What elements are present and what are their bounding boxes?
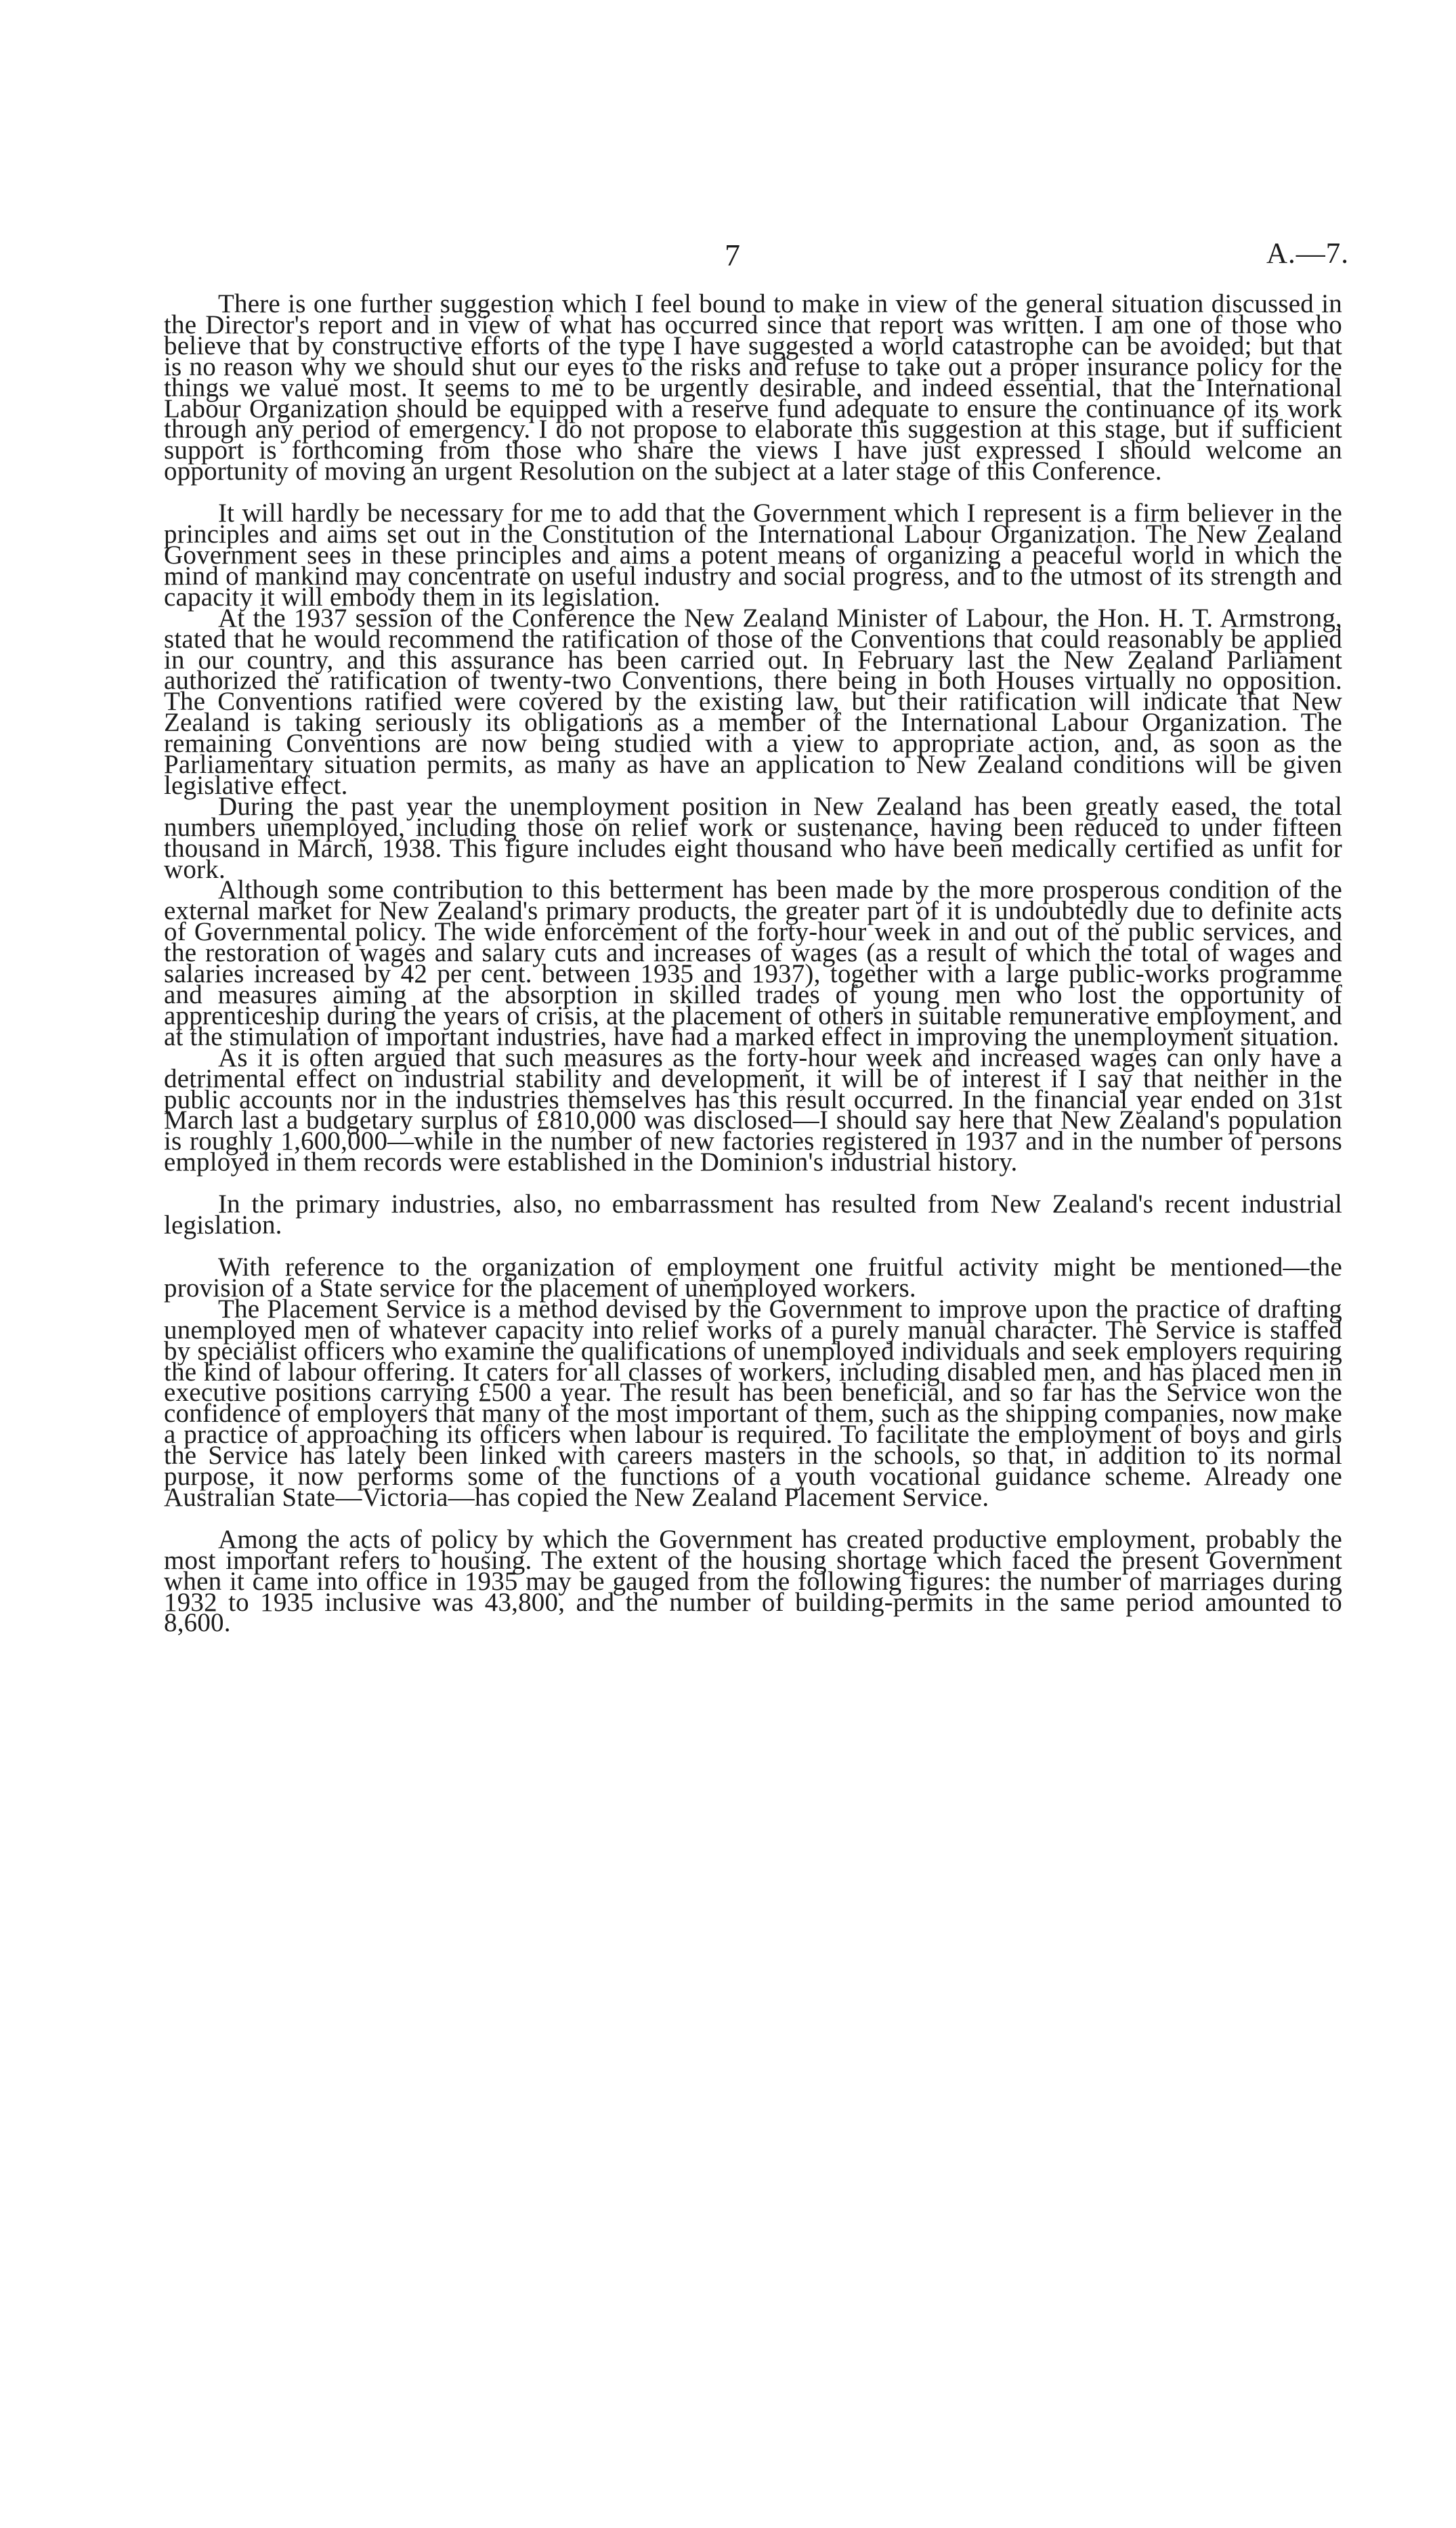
page-number: 7: [725, 238, 740, 272]
paragraph-insurance-reserve-fund: There is one further suggestion which I feel bound to make in view of the general situation discussed in the Director's report and in view of what has occurred since that report was written. I am one of those who believe that by constructive efforts of the type I have suggested a world catastrophe can be avoided; but that is no reason why we should shut our eyes to the risks and refuse to take out a proper insurance policy for the things we value most. It seems to me to be urgently desirable, and indeed essential, that the International Labour Organization should be equipped with a reserve fund adequate to ensure the continuance of its work through any period of emergency. I do not propose to elaborate this suggestion at this stage, but if sufficient support is forthcoming from those who share the views I have just expressed I should welcome an opportunity of moving an urgent Resolution on the subject at a later stage of this Conference.: [164, 289, 1342, 486]
paragraph-forty-hour-week: As it is often argued that such measures as the forty-hour week and increased wages can only have a detrimental effect on industrial stability and development, it will be of interest if I say that neither in the public accounts nor in the industries themselves has this result occurred. In the financial year ended on 31st March last a budgetary surplus of £810,000 was disclosed—I should say here that New Zealand's population is roughly 1,600,000—while in the number of new factories registered in 1937 and in the number of persons employed in them records were established in the Dominion's industrial history.: [164, 1042, 1342, 1177]
body-text: [164, 289, 1342, 1638]
page-header: [0, 237, 1456, 285]
paragraph-conventions-ratification: At the 1937 session of the Conference the New Zealand Minister of Labour, the Hon. H. T. Armstrong, stated that he would recommend the ratification of those of the Conventions that could reasonably be applied in our country, and this assurance has been carried out. In February last the New Zealand Parliament authorized the ratification of twenty-two Conventions, there being in both Houses virtually no opposition. The Conventions ratified were covered by the existing law, but their ratification will indicate that New Zealand is taking seriously its obligations as a member of the International Labour Organization. The remaining Conventions are now being studied with a view to appropriate action, and, as soon as the Parliamentary situation permits, as many as have an application to New Zealand conditions will be given legislative effect.: [164, 603, 1342, 800]
paragraph-organization-of-employment: With reference to the organization of employment one fruitful activity might be mentioned—the provision of a State service for the placement of unemployed workers.: [164, 1252, 1342, 1303]
document-reference: A.—7.: [1266, 238, 1349, 270]
paragraph-housing: Among the acts of policy by which the Government has created productive employment, probably the most important refers to housing. The extent of the housing shortage which faced the present Government when it came into office in 1935 may be gauged from the following figures: the number of marriages during 1932 to 1935 inclusive was 43,800, and the number of building-permits in the same period amounted to 8,600.: [164, 1524, 1342, 1638]
paragraph-placement-service: The Placement Service is a method devised by the Government to improve upon the practice of drafting unemployed men of whatever capacity into relief works of a purely manual character. The Service is staffed by specialist officers who examine the qualifications of unemployed individuals and seek employers requiring the kind of labour offering. It caters for all classes of workers, including disabled men, and has placed men in executive positions carrying £500 a year. The result has been beneficial, and so far has the Service won the confidence of employers that many of the most important of them, such as the shipping companies, now make a practice of approaching its officers when labour is required. To facilitate the employment of boys and girls the Service has lately been linked with careers masters in the schools, so that, in addition to its normal purpose, it now performs some of the functions of a youth vocational guidance scheme. Already one Australian State—Victoria—has copied the New Zealand Placement Service.: [164, 1294, 1342, 1512]
paragraph-unemployment-position: During the past year the unemployment position in New Zealand has been greatly eased, the total numbers unemployed, including those on relief work or sustenance, having been reduced to under fifteen thousand in March, 1938. This figure includes eight thousand who have been medically certified as unfit for work.: [164, 791, 1342, 884]
paragraph-primary-industries: In the primary industries, also, no embarrassment has resulted from New Zealand's recent industrial legislation.: [164, 1189, 1342, 1240]
paragraph-governmental-policy: Although some contribution to this betterment has been made by the more prosperous condition of the external market for New Zealand's primary products, the greater part of it is undoubtedly due to definite acts of Governmental policy. The wide enforcement of the forty-hour week in and out of the public services, and the restoration of wages and salary cuts and increases of wages (as a result of which the total of wages and salaries increased by 42 per cent. between 1935 and 1937), together with a large public-works programme and measures aiming at the absorption in skilled trades of young men who lost the opportunity of apprenticeship during the years of crisis, at the placement of others in suitable remunerative employment, and at the stimulation of important industries, have had a marked effect in improving the unemployment situation.: [164, 875, 1342, 1051]
paragraph-government-principles: It will hardly be necessary for me to add that the Government which I represent is a firm believer in the principles and aims set out in the Constitution of the International Labour Organization. The New Zealand Government sees in these principles and aims a potent means of organizing a peaceful world in which the mind of mankind may concentrate on useful industry and social progress, and to the utmost of its strength and capacity it will embody them in its legislation.: [164, 499, 1342, 612]
